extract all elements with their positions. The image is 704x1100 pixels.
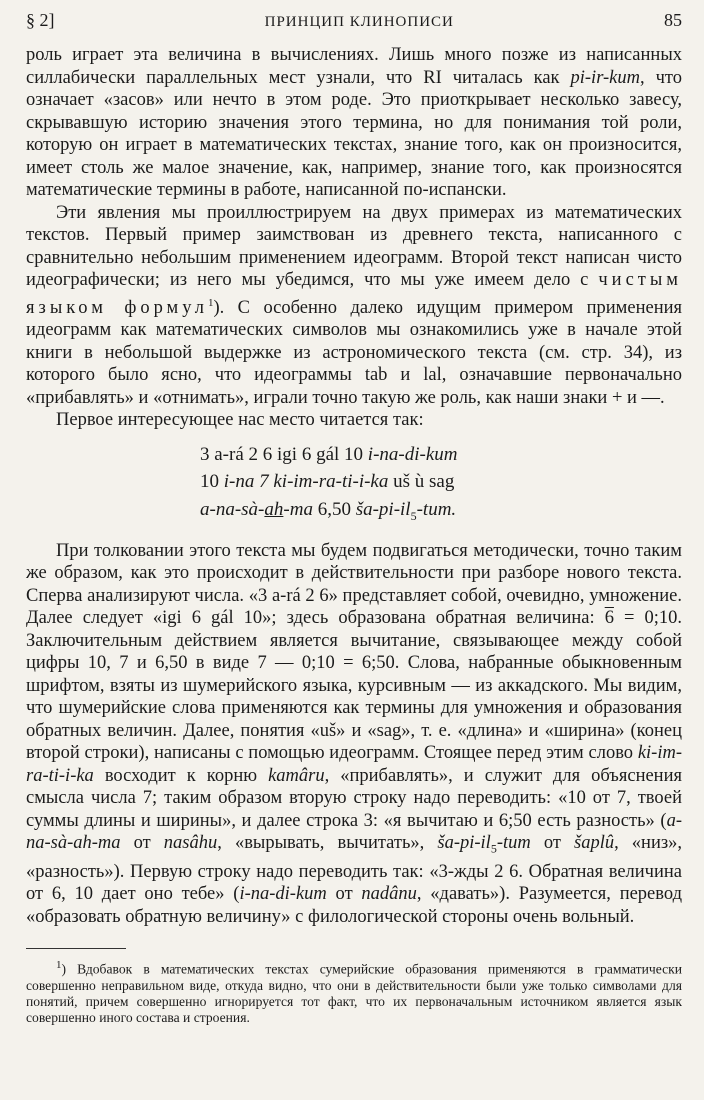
page-number: 85 (663, 10, 682, 30)
main-text (26, 44, 682, 928)
formula-line-1: 3 a-rá 2 6 igi 6 gál 10 i-na-di-kum (200, 443, 458, 465)
akkadian-word: pi-ir-kum (570, 67, 641, 88)
paragraph-1: роль играет эта величина в вычислениях. Лишь много позже из написанных силлабически параллельных мест узнали, что RI читалась как pi-ir-kum, что означает «засов» или нечто в этом роде. Это приоткрывает несколько завесу, скрывавшую историю значения этого термина, но для понимания той роли, которую он играет в математических текстах, знание того, как он произносится, имеет столь же малое значение, как, например, знание того, как произносятся математические термины в работе, написанной по-испански. (26, 45, 682, 200)
footnote-marker: 1 (56, 959, 62, 972)
formula-line-3: a-na-sà-ah-ma 6,50 $ša-pi-il_5$-tum. (200, 498, 457, 523)
section-marker: § 2] (26, 10, 55, 30)
emphasis-spaced: чистым языком формул (26, 270, 682, 318)
footnote (26, 957, 682, 1026)
formula-line-2: 10 i-na 7 ki-im-ra-ti-i-ka uš ù sag (200, 471, 455, 493)
paragraph-2: Эти явления мы проиллюстрируем на двух примерах из математических текстов. Первый пример заимствован из древнего текста, написанного с сравнительно небольшим применением идеограмм. Второй текст написан чисто идеографически; из него мы убедимся, что мы уже имеем дело с чистым языком формул$^1$). С особенно далеко идущим примером применения идеограмм как математических символов мы ознакомились уже в начале этой книги в небольшой выдержке из астрономического текста (см. стр. 34), из которого было ясно, что идеограммы tab и lal, означавшие первоначально «прибавлять» и «отнимать», играли точно такую же роль, как наши знаки + и —. (26, 202, 683, 408)
paragraph-3: Первое интересующее нас место читается так: (56, 410, 424, 431)
footnote-divider (26, 948, 126, 949)
overlined-digit: 6 (604, 608, 614, 629)
footnote-ref[interactable]: 1 (207, 296, 214, 309)
cuneiform-transliteration (26, 432, 682, 540)
footnote-text: ) Вдобавок в математических текстах сумерийские образования применяются в грамматически совершенно неправильном виде, откуда видно, что они в действительности были уже только символами для понятий, причем совершенно игнорируется тот факт, что их первоначальным источником является язык совершенно иного состава и строения. (26, 961, 682, 1026)
paragraph-4: При толковании этого текста мы будем подвигаться методически, точно таким же образом, как это происходит в действительности при разборе нового текста. Сперва анализируют числа. «3 a-rá 2 6» представляет собой, очевидно, умножение. Далее следует «igi 6 gál 10»; здесь образована обратная величина: 6 = 0;10. Заключительным действием является вычитание, связывающее между собой цифры 10, 7 и 6,50 в виде 7 — 0;10 = 6;50. Слова, набранные обыкновенным шрифтом, взяты из шумерийского языка, курсивным — из аккадского. Мы видим, что шумерийские слова применяются как термины для умножения и образования обратных величин. Далее, понятия «uš» и «sag», т. е. «длина» и «ширина» (конец второй строки), написаны с помощью идеограмм. Стоящее перед этим слово ki-im-ra-ti-i-ka восходит к корню kamâru, «прибавлять», и служит для объяснения смысла числа 7; таким образом вторую строку надо переводить: «10 от 7, твоей суммы длины и ширины», и далее строка 3: «я вычитаю и 6;50 есть разность» (a-na-sà-ah-ma от nasâhu, «вырывать, вычитать», $ša-pi-il_5$-tum от šaplû, «низ», «разность»). Первую строку надо переводить так: «3-жды 2 6. Обратная величина от 6, 10 дает оно тебе» (i-na-di-kum от nadânu, «давать»). Разумеется, перевод «образовать обратную величину» с филологической стороны очень вольный. (26, 540, 683, 927)
running-header (26, 10, 682, 44)
running-title: ПРИНЦИП КЛИНОПИСИ (264, 14, 454, 30)
